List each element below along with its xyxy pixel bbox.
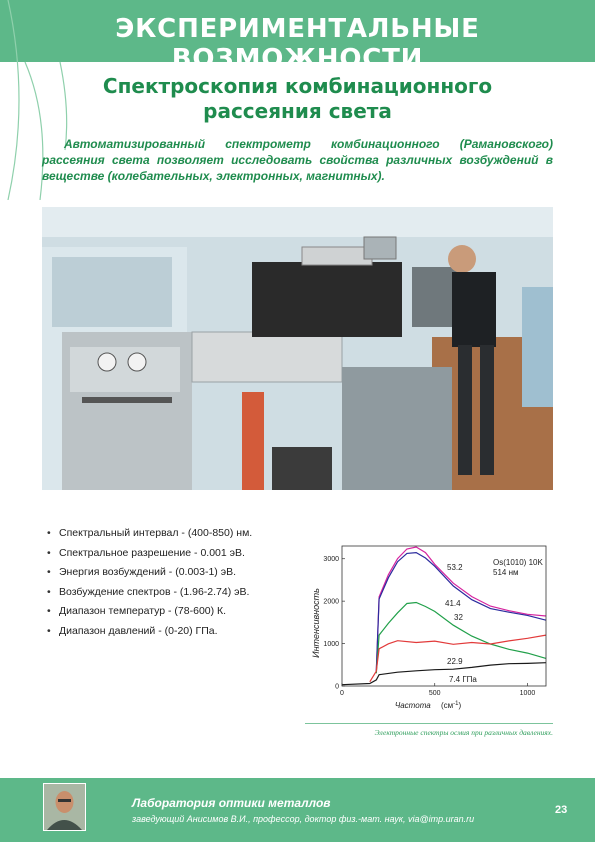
x-axis-label [395, 701, 462, 710]
spec-item: • Диапазон температур - (78-600) К. [42, 602, 312, 622]
x-tick-label: 1000 [519, 690, 536, 697]
label-41-4: 41.4 [445, 599, 461, 608]
section-title-line1: Спектроскопия комбинационного [102, 74, 493, 98]
spec-item: • Энергия возбуждений - (0.003-1) эВ. [42, 563, 312, 583]
y-tick-label: 2000 [323, 598, 339, 606]
caption-divider [305, 723, 553, 724]
page-number: 23 [555, 804, 568, 816]
spec-item: • Возбуждение спектров - (1.96-2.74) эВ. [42, 583, 312, 603]
x-axis-name: Частота [394, 701, 431, 710]
x-tick-label: 0 [340, 690, 344, 697]
footer-band [0, 778, 595, 842]
lab-name: Лаборатория оптики металлов [132, 796, 331, 810]
y-axis-label: Интенсивность [311, 588, 321, 658]
spectra-chart [308, 538, 552, 718]
section-title [80, 74, 515, 124]
spec-item: • Спектральный интервал - (400-850) нм. [42, 524, 312, 544]
spec-item: • Диапазон давлений - (0-20) ГПа. [42, 622, 312, 642]
label-7-4: 7.4 ГПа [449, 675, 477, 684]
y-tick-label: 3000 [323, 556, 339, 564]
series-line-4 [342, 663, 546, 685]
x-axis-unit-sup: -1 [453, 701, 459, 707]
intro-text: Автоматизированный спектрометр комбинационного (Рамановского) рассеяния света позволяет исследовать свойства различных возбуждений в веществе (колебательных, электронных, магнитных). [42, 137, 553, 183]
x-axis-unit: (см [440, 701, 454, 710]
spectra-chart-svg [308, 538, 552, 718]
label-53-2: 53.2 [447, 563, 463, 572]
label-32: 32 [454, 613, 463, 622]
plot-frame [342, 546, 546, 686]
specs-list [42, 524, 312, 642]
annotation-wavelength: 514 нм [493, 568, 519, 577]
chart-caption: Электронные спектры осмия при различных давлениях. [374, 728, 553, 737]
spec-item: • Спектральное разрешение - 0.001 эВ. [42, 544, 312, 564]
lab-head: заведующий Анисимов В.И., профессор, доктор физ.-мат. наук, via@imp.uran.ru [132, 814, 475, 824]
y-tick-label: 1000 [323, 641, 339, 649]
x-axis-unit-close: ) [458, 701, 462, 710]
lab-photo [42, 207, 553, 490]
avatar [43, 783, 86, 831]
x-tick-label: 500 [428, 690, 441, 697]
page-header-title: ЭКСПЕРИМЕНТАЛЬНЫЕ ВОЗМОЖНОСТИ [115, 14, 480, 74]
annotation-sample: Os(1010) 10K [493, 558, 543, 567]
label-22-9: 22.9 [447, 657, 463, 666]
section-title-line2: рассеяния света [203, 99, 392, 123]
y-tick-label: 0 [335, 683, 339, 691]
